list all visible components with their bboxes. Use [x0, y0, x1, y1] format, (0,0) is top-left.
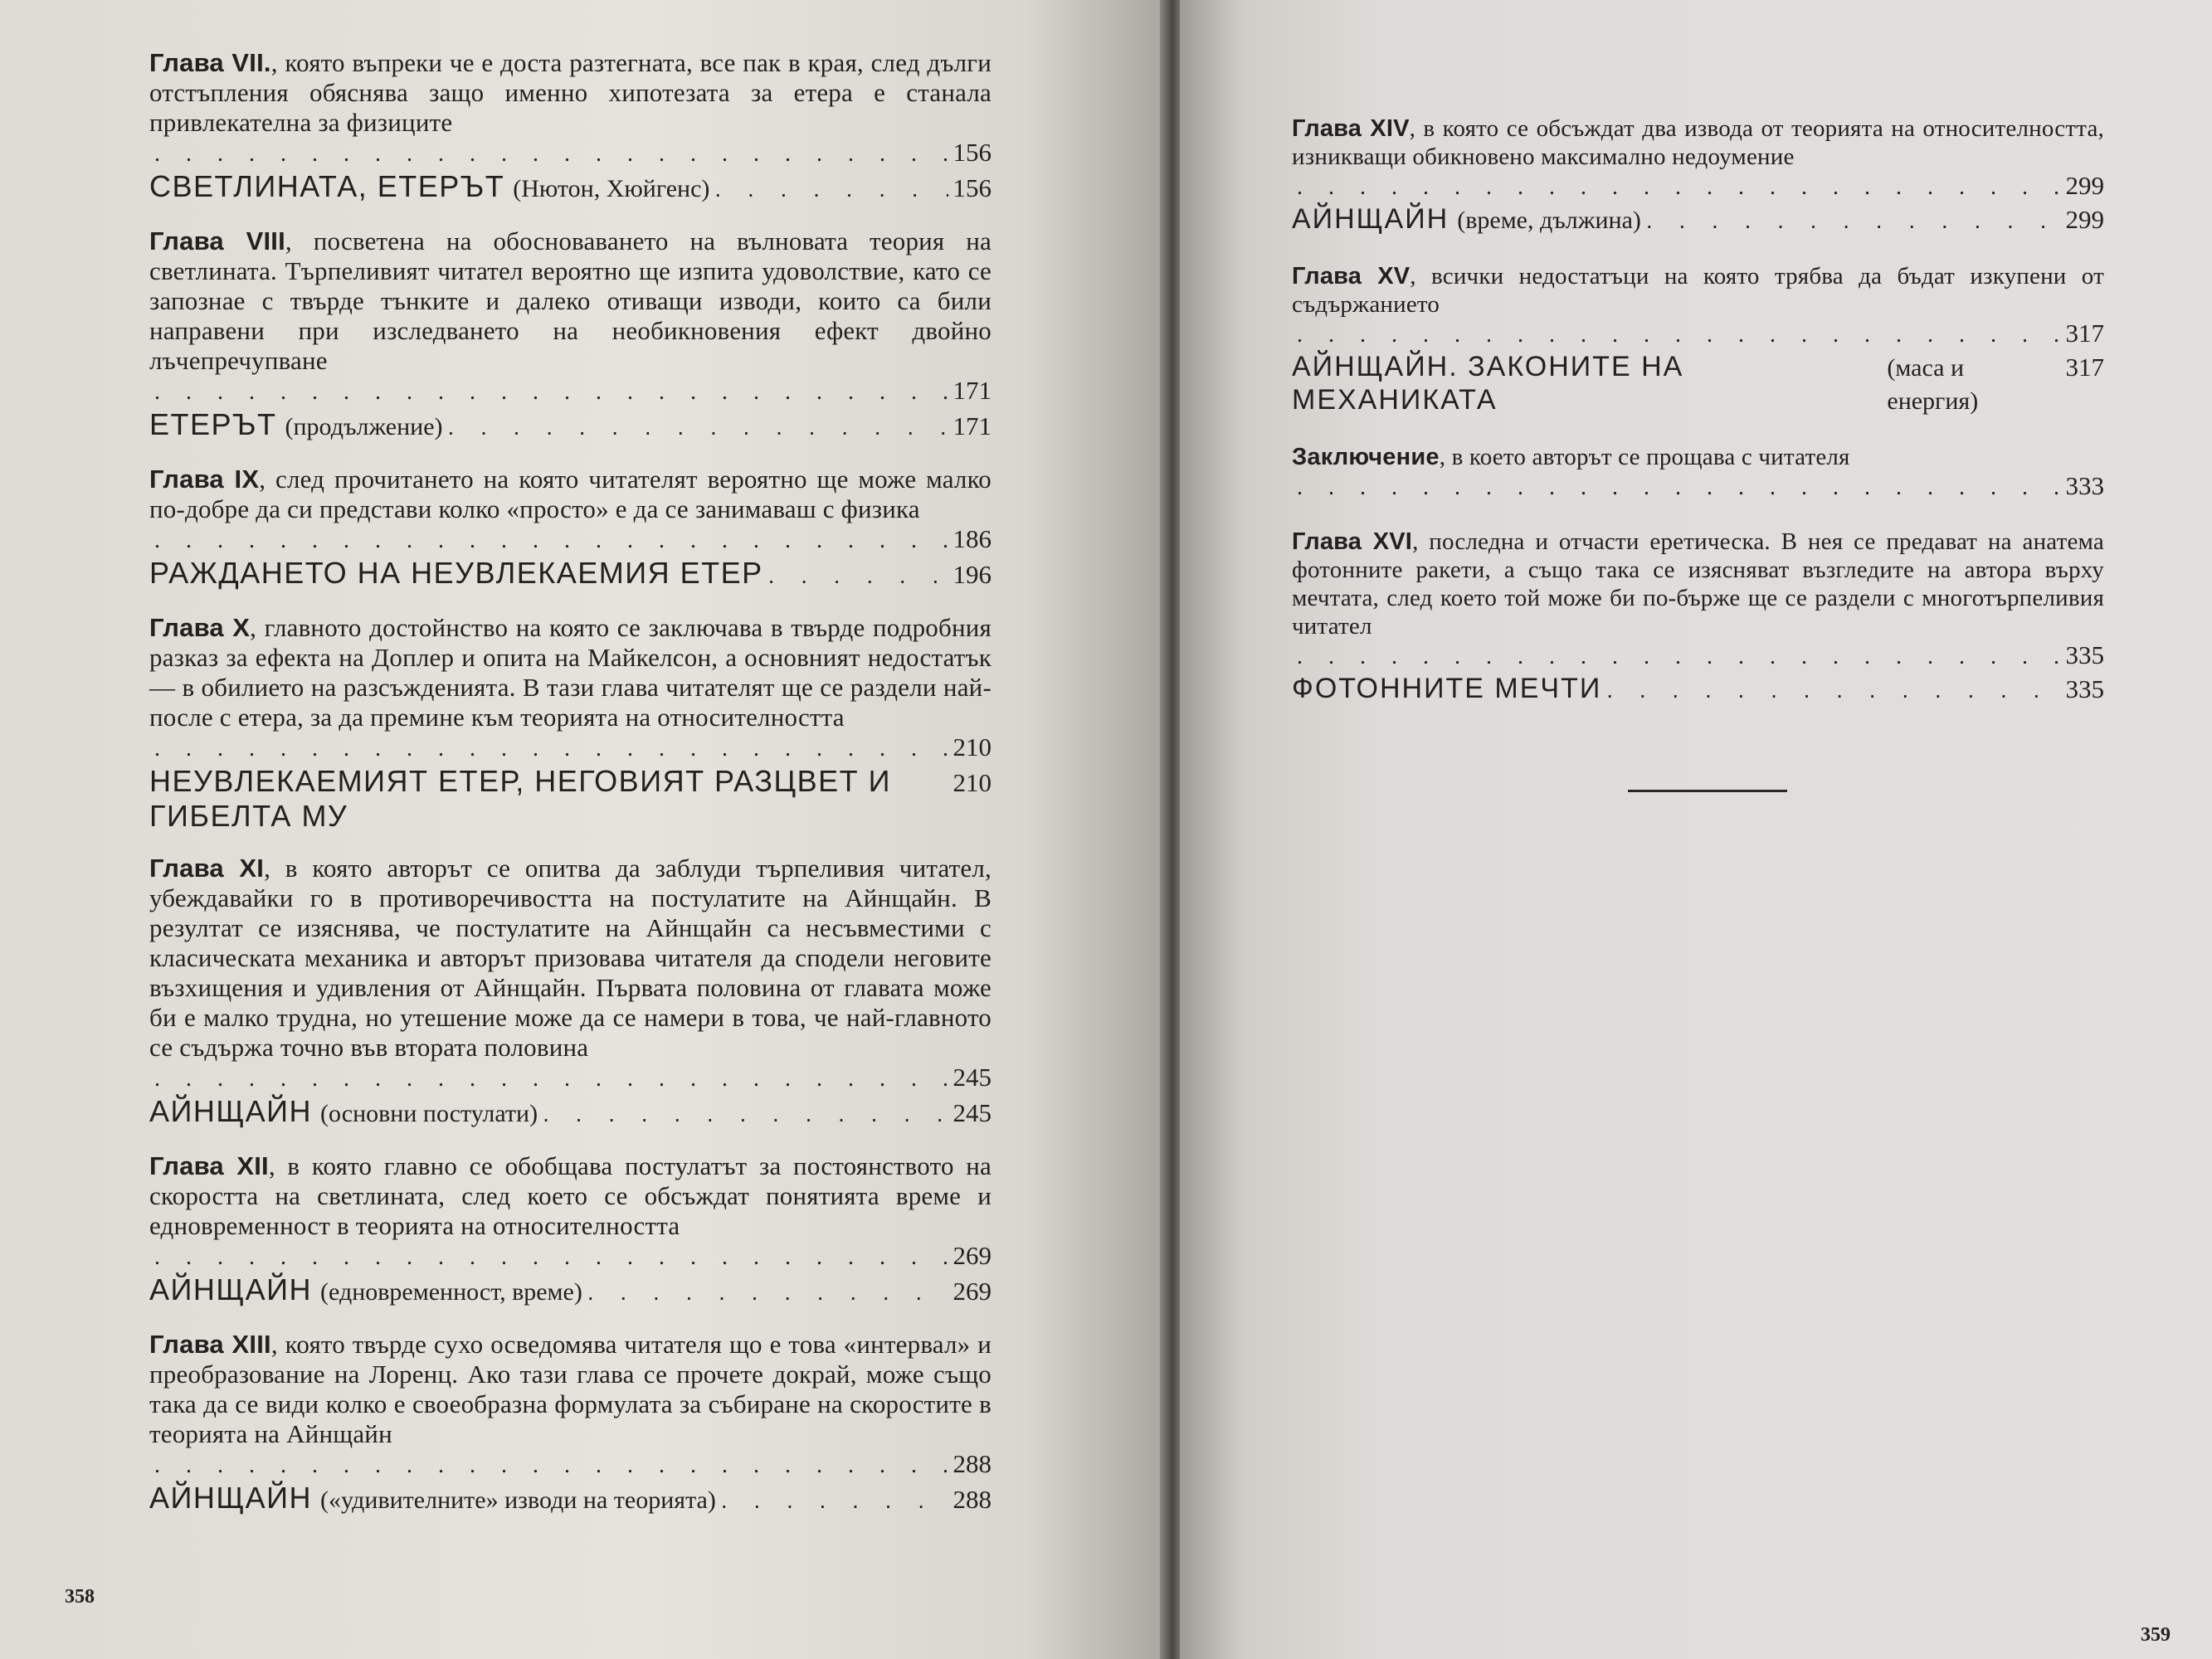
chapter-description — [149, 48, 992, 138]
chapter-description — [1292, 262, 2104, 319]
chapter-description — [1292, 528, 2104, 640]
page-number: 186 — [953, 524, 992, 553]
page-number: 245 — [953, 1098, 992, 1127]
chapter-title: АЙНЩАЙН. ЗАКОНИТЕ НА МЕХАНИКАТА — [1292, 351, 1684, 416]
chapter-number: Глава X — [149, 613, 251, 642]
page-number: 299 — [2065, 205, 2104, 234]
chapter-summary: , посветена на обосноваването на вълновата теория на светлината. Търпеливият читател вероятно ще изпита удоволствие, като се запознае с твърде тънките и далеко отиващи изводи, които са били направени при изследването на необикновения ефект двойно лъчепречупване — [149, 226, 992, 375]
description-leader-line — [149, 732, 992, 764]
dot-leader — [1606, 674, 2060, 707]
chapter-summary: , която твърде сухо осведомява читателя що е това «интервал» и преобразование на Лоренц. Ако тази глава се прочете докрай, може също така да се види колко е своеобразна формулата за събиране на скоростите в теорията на Айнщайн — [149, 1330, 992, 1448]
toc-entry — [149, 1151, 992, 1310]
dot-leader — [154, 377, 948, 407]
page-number: 210 — [953, 768, 992, 797]
page-number: 245 — [953, 1063, 992, 1092]
toc-entry — [1292, 262, 2104, 418]
dot-leader — [587, 1275, 948, 1310]
dot-leader — [448, 410, 948, 445]
dot-leader — [154, 734, 948, 764]
right-folio: 359 — [2141, 1624, 2171, 1646]
chapter-summary: , в което авторът се прощава с читателя — [1439, 444, 1850, 470]
page-number: 317 — [2065, 353, 2104, 382]
chapter-number: Глава VII. — [149, 48, 271, 77]
page-number: 333 — [2065, 471, 2104, 500]
description-leader-line — [149, 1241, 992, 1272]
chapter-description — [149, 1330, 992, 1449]
description-leader-line — [149, 376, 992, 407]
chapter-title-line — [149, 764, 992, 834]
chapter-subtitle: («удивителните» изводи на теорията) — [320, 1486, 716, 1514]
chapter-title: АЙНЩАЙН — [149, 1272, 313, 1306]
chapter-description — [149, 1151, 992, 1241]
page-number: 210 — [953, 732, 992, 761]
page-number: 171 — [953, 376, 992, 405]
page-number: 317 — [2065, 319, 2104, 348]
chapter-description — [149, 854, 992, 1063]
chapter-summary: , след прочитането на която читателят вероятно ще може малко по-добре да си представи колко «просто» е да се занимаваш с физика — [149, 465, 992, 523]
chapter-title: АЙНЩАЙН — [1292, 203, 1449, 235]
chapter-number: Глава XIV — [1292, 115, 1410, 142]
toc-entry — [1292, 528, 2104, 707]
chapter-title-line — [1292, 202, 2104, 237]
left-folio: 358 — [65, 1586, 95, 1608]
chapter-number: Заключение — [1292, 444, 1440, 470]
chapter-subtitle: (маса и енергия) — [1887, 354, 1979, 415]
chapter-summary: , главното достойнство на която се заключава в твърде подробния разказ за ефекта на Доплер и опита на Майкелсон, а основният недостатък — в обилието на разсъжденията. В тази глава читателят ще се раздели най-после с етера, за да премине към теорията на относителността — [149, 613, 992, 732]
toc-entry — [149, 465, 992, 593]
dot-leader — [1297, 320, 2061, 350]
toc-entry — [149, 613, 992, 834]
chapter-title: СВЕТЛИНАТА, ЕТЕРЪТ — [149, 169, 505, 203]
toc-entry — [149, 854, 992, 1131]
page-number: 171 — [953, 411, 992, 440]
chapter-title: НЕУВЛЕКАЕМИЯТ ЕТЕР, НЕГОВИЯТ РАЗЦВЕТ И ГИБЕЛТА МУ — [149, 764, 892, 833]
page-number: 156 — [953, 138, 992, 167]
dot-leader — [154, 1243, 948, 1272]
chapter-subtitle: (основни постулати) — [320, 1100, 538, 1127]
page-number: 196 — [953, 560, 992, 589]
page-number: 156 — [953, 173, 992, 202]
chapter-number: Глава XVI — [1292, 528, 1413, 555]
chapter-title-line — [149, 1481, 992, 1518]
description-leader-line — [149, 138, 992, 169]
page-number: 335 — [2065, 674, 2104, 703]
chapter-description — [1292, 114, 2104, 171]
page-number: 269 — [953, 1277, 992, 1306]
chapter-summary: , която въпреки че е доста разтегната, все пак в края, след дълги отстъпления обяснява защо именно хипотезата за етера е станала привлекателна за физиците — [149, 48, 992, 137]
end-rule — [1628, 790, 1787, 792]
description-leader-line — [1292, 319, 2104, 350]
chapter-number: Глава XI — [149, 854, 265, 883]
toc-entry — [149, 226, 992, 445]
chapter-title-line — [149, 1094, 992, 1131]
dot-leader — [1297, 642, 2061, 672]
dot-leader — [714, 172, 948, 207]
page-number: 288 — [953, 1485, 992, 1514]
toc-entry — [149, 1330, 992, 1518]
page-number: 288 — [953, 1449, 992, 1478]
right-page — [1180, 0, 2212, 1659]
chapter-title: ФОТОННИТЕ МЕЧТИ — [1292, 673, 1602, 704]
chapter-subtitle: (време, дължина) — [1457, 207, 1641, 234]
chapter-number: Глава XII — [149, 1151, 269, 1180]
chapter-title: АЙНЩАЙН — [149, 1481, 313, 1515]
dot-leader — [543, 1097, 948, 1131]
chapter-title-line — [149, 1272, 992, 1310]
chapter-subtitle: (едновременност, време) — [320, 1278, 582, 1306]
description-leader-line — [1292, 640, 2104, 672]
dot-leader — [768, 558, 948, 593]
chapter-description — [1292, 443, 2104, 471]
chapter-title-line — [149, 169, 992, 207]
chapter-subtitle: (продължение) — [285, 413, 443, 440]
chapter-summary: , всички недостатъци на която трябва да бъдат изкупени от съдържанието — [1292, 263, 2104, 318]
chapter-title: ЕТЕРЪТ — [149, 407, 277, 441]
page-number: 269 — [953, 1241, 992, 1270]
chapter-title-line — [149, 556, 992, 593]
chapter-summary: , последна и отчасти еретическа. В нея се предават на анатема фотонните ракети, а също така се изясняват възгледите на автора върху мечтата, след което той може би по-бърже ще се раздели с многотърпеливия читател — [1292, 528, 2104, 640]
toc-entry — [1292, 114, 2104, 237]
dot-leader — [154, 526, 948, 556]
chapter-title-line — [1292, 672, 2104, 707]
chapter-title-line — [149, 407, 992, 445]
toc-entry — [149, 48, 992, 207]
chapter-summary: , в която главно се обобщава постулатът за постоянството на скоростта на светлината, след което се обсъждат понятията време и едновременност в теорията на относителността — [149, 1151, 992, 1240]
chapter-title-line — [1292, 350, 2104, 418]
chapter-title: АЙНЩАЙН — [149, 1094, 313, 1128]
chapter-number: Глава IX — [149, 465, 260, 494]
chapter-description — [149, 465, 992, 524]
toc-entry — [1292, 443, 2104, 503]
description-leader-line — [149, 1063, 992, 1094]
chapter-number: Глава XIII — [149, 1330, 271, 1359]
description-leader-line — [149, 524, 992, 556]
chapter-summary: , в която се обсъждат два извода от теорията на относителността, изникващи обикновено максимално недоумение — [1292, 115, 2104, 170]
dot-leader — [1646, 204, 2061, 237]
description-leader-line — [149, 1449, 992, 1481]
dot-leader — [154, 1451, 948, 1481]
chapter-title: РАЖДАНЕТО НА НЕУВЛЕКАЕМИЯ ЕТЕР — [149, 556, 763, 590]
chapter-number: Глава XV — [1292, 263, 1411, 289]
dot-leader — [1297, 473, 2061, 503]
dot-leader — [154, 139, 948, 169]
dot-leader — [1297, 173, 2061, 202]
chapter-description — [149, 226, 992, 376]
page-number: 299 — [2065, 171, 2104, 200]
page-number: 335 — [2065, 640, 2104, 669]
chapter-subtitle: (Нютон, Хюйгенс) — [513, 175, 710, 202]
chapter-description — [149, 613, 992, 732]
chapter-number: Глава VIII — [149, 226, 285, 255]
description-leader-line — [1292, 471, 2104, 503]
chapter-summary: , в която авторът се опитва да заблуди търпеливия читател, убеждавайки го в противоречивостта на постулатите на Айнщайн. В резултат се изяснява, че постулатите на Айнщайн са несъвместими с класическата механика и авторът призовава читателя да сподели неговите възхищения и удивления от Айнщайн. Първата половина от главата може би е малко трудна, но утешение може да се намери в това, че най-главното се съдържа точно във втората половина — [149, 854, 992, 1062]
dot-leader — [721, 1483, 948, 1518]
dot-leader — [154, 1064, 948, 1094]
description-leader-line — [1292, 171, 2104, 202]
